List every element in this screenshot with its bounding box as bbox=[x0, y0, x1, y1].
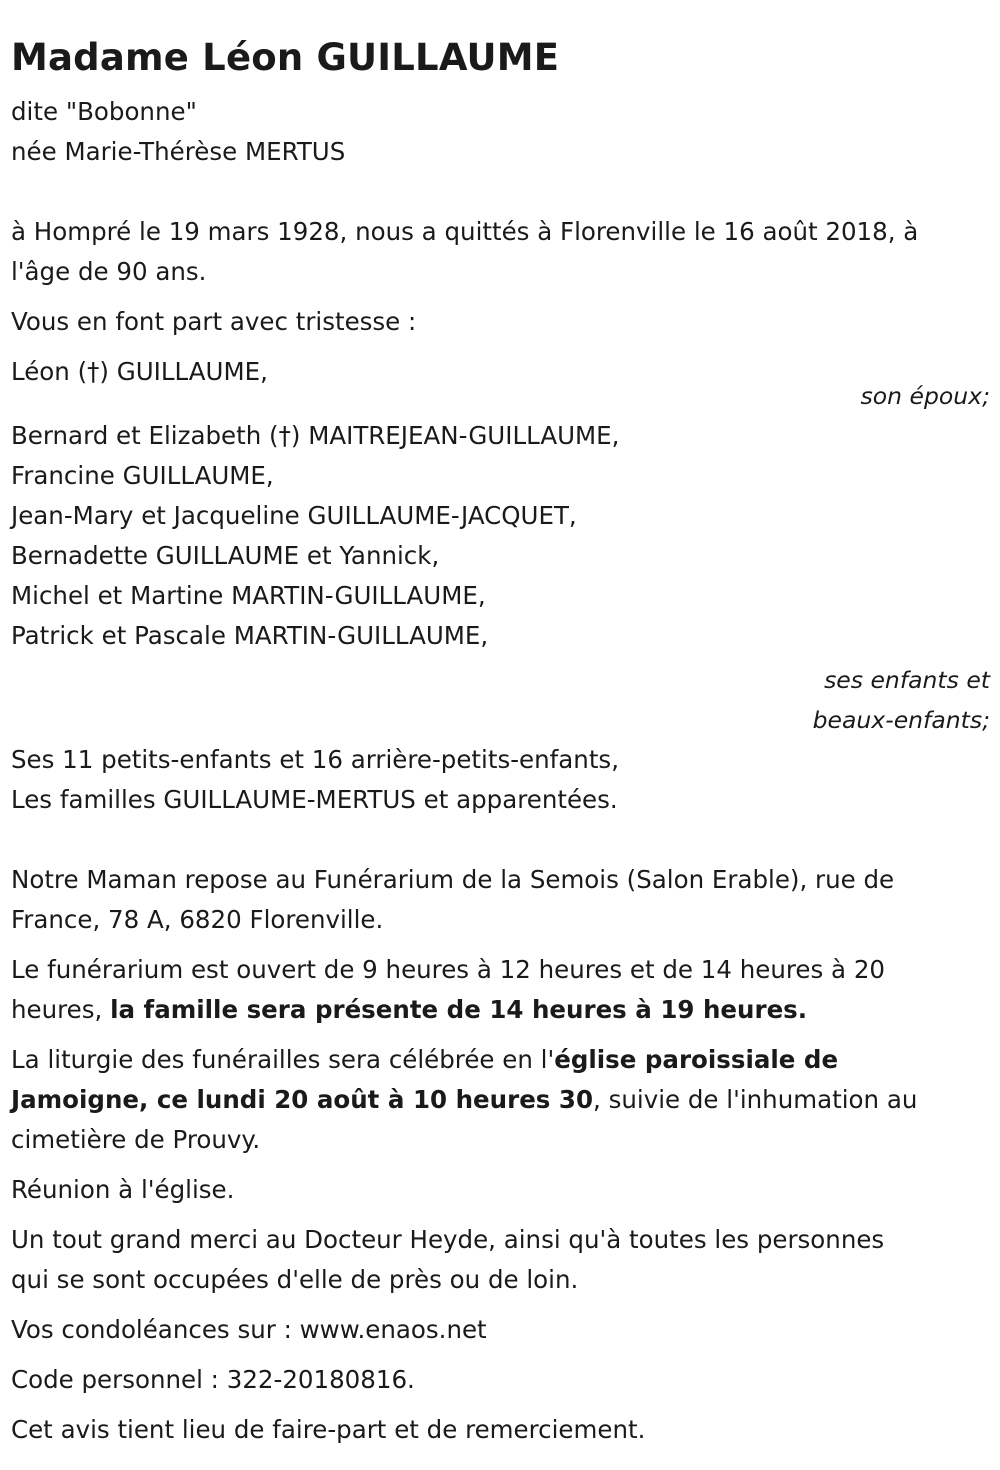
child-line bbox=[11, 416, 990, 456]
thanks-paragraph bbox=[11, 1220, 990, 1300]
liturgy-plain: La liturgie des funérailles sera célébrée en l' bbox=[11, 1045, 555, 1074]
condolences-line: Vos condoléances sur : www.enaos.net bbox=[11, 1315, 487, 1344]
child-line: Michel et Martine MARTIN-GUILLAUME, bbox=[11, 581, 486, 610]
spouse-name-end: ) GUILLAUME, bbox=[99, 357, 268, 386]
church-name: église paroissiale de bbox=[554, 1045, 839, 1074]
child-line: Francine GUILLAUME, bbox=[11, 461, 274, 490]
hours-line-1: Le funérarium est ouvert de 9 heures à 12 heures et de 14 heures à 20 bbox=[11, 955, 886, 984]
hours-plain: heures, bbox=[11, 995, 111, 1024]
spacer bbox=[11, 172, 990, 212]
spouse-name-start: Léon ( bbox=[11, 357, 88, 386]
aka-line: dite "Bobonne" bbox=[11, 97, 197, 126]
ceremony-datetime: Jamoigne, ce lundi 20 août à 10 heures 30 bbox=[11, 1085, 594, 1114]
spacer bbox=[11, 1030, 990, 1040]
liturgy-line-3: cimetière de Prouvy. bbox=[11, 1125, 261, 1154]
burial-plain: , suivie de l'inhumation au bbox=[593, 1085, 918, 1114]
hours-line-2 bbox=[11, 990, 990, 1030]
children-role bbox=[11, 660, 990, 740]
children-list bbox=[11, 416, 990, 656]
child-line: Jean-Mary et Jacqueline GUILLAUME-JACQUET, bbox=[11, 501, 577, 530]
spacer bbox=[11, 1400, 990, 1410]
alias-block bbox=[11, 92, 990, 172]
child-line: Bernadette GUILLAUME et Yannick, bbox=[11, 541, 440, 570]
birth-death-line-1: à Hompré le 19 mars 1928, nous a quittés à Florenville le 16 août 2018, à bbox=[11, 217, 919, 246]
notice-line: Cet avis tient lieu de faire-part et de remerciement. bbox=[11, 1415, 646, 1444]
family-presence: la famille sera présente de 14 heures à 19 heures. bbox=[110, 995, 808, 1024]
liturgy-line-2 bbox=[11, 1080, 990, 1120]
cross-icon: † bbox=[87, 357, 100, 386]
rest-line-1: Notre Maman repose au Funérarium de la Semois (Salon Erable), rue de bbox=[11, 865, 895, 894]
rest-line-2: France, 78 A, 6820 Florenville. bbox=[11, 905, 384, 934]
child-name-end: ) MAITREJEAN-GUILLAUME, bbox=[290, 421, 620, 450]
spacer bbox=[11, 940, 990, 950]
thanks-line-2: qui se sont occupées d'elle de près ou de loin. bbox=[11, 1265, 579, 1294]
cross-icon: † bbox=[278, 421, 291, 450]
announce-line: Vous en font part avec tristesse : bbox=[11, 307, 417, 336]
liturgy-paragraph bbox=[11, 1040, 990, 1160]
meeting-line: Réunion à l'église. bbox=[11, 1175, 235, 1204]
spacer bbox=[11, 292, 990, 302]
birth-death-line-2: l'âge de 90 ans. bbox=[11, 257, 207, 286]
children-role-line-1: ses enfants et bbox=[824, 666, 990, 694]
code-line: Code personnel : 322-20180816. bbox=[11, 1365, 415, 1394]
born-name-line: née Marie-Thérèse MERTUS bbox=[11, 137, 346, 166]
hours-paragraph bbox=[11, 950, 990, 1030]
extended-family bbox=[11, 740, 990, 820]
liturgy-line-1 bbox=[11, 1040, 990, 1080]
spacer bbox=[11, 820, 990, 860]
page-title: Madame Léon GUILLAUME bbox=[11, 36, 560, 79]
rest-paragraph bbox=[11, 860, 990, 940]
spacer bbox=[11, 1210, 990, 1220]
thanks-line-1: Un tout grand merci au Docteur Heyde, ainsi qu'à toutes les personnes bbox=[11, 1225, 885, 1254]
birth-death-paragraph bbox=[11, 212, 990, 292]
spacer bbox=[11, 342, 990, 352]
spacer bbox=[11, 1350, 990, 1360]
spacer bbox=[11, 1300, 990, 1310]
grandchildren-line: Ses 11 petits-enfants et 16 arrière-petits-enfants, bbox=[11, 745, 619, 774]
child-line: Patrick et Pascale MARTIN-GUILLAUME, bbox=[11, 621, 489, 650]
spouse-role: son époux; bbox=[860, 382, 990, 410]
spacer bbox=[11, 1160, 990, 1170]
children-role-line-2: beaux-enfants; bbox=[812, 706, 990, 734]
child-name-start: Bernard et Elizabeth ( bbox=[11, 421, 279, 450]
families-line: Les familles GUILLAUME-MERTUS et apparentées. bbox=[11, 785, 618, 814]
